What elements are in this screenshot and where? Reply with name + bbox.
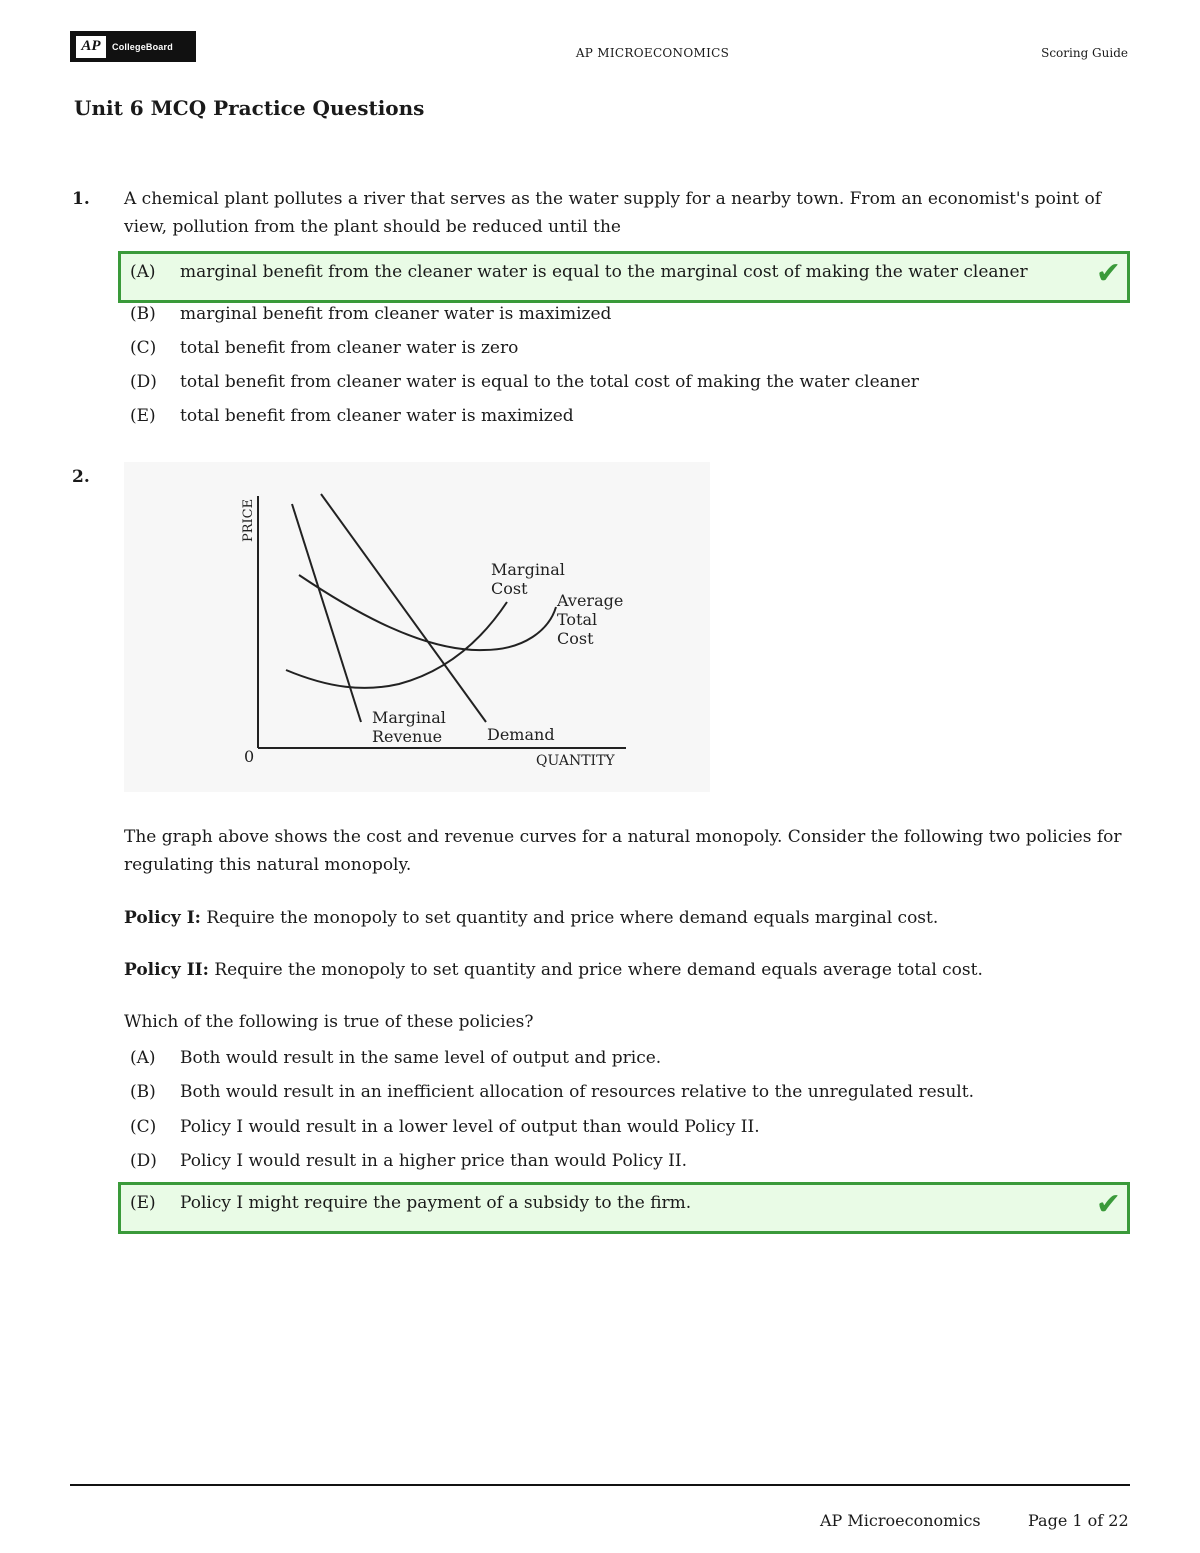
header-subject: AP MICROECONOMICS — [575, 46, 730, 60]
ap-logo-mark: AP — [76, 36, 106, 58]
question-2-option-e[interactable] — [130, 1193, 691, 1213]
question-1-stem — [124, 185, 1101, 241]
page-title: Unit 6 MCQ Practice Questions — [74, 96, 425, 120]
question-2-stem-line-2: regulating this natural monopoly. — [124, 855, 412, 875]
atc-label-line-1: Average — [557, 591, 624, 610]
option-letter: (D) — [130, 1151, 157, 1171]
question-2-option-a[interactable] — [130, 1048, 661, 1068]
option-text: marginal benefit from the cleaner water is equal to the marginal cost of making the water cleaner — [180, 262, 1028, 282]
option-text: total benefit from cleaner water is equal to the total cost of making the water cleaner — [180, 372, 919, 392]
question-1-option-b[interactable] — [130, 304, 611, 324]
question-1-option-e[interactable] — [130, 406, 574, 426]
question-2-prompt: Which of the following is true of these policies? — [124, 1012, 534, 1032]
policy-2-text: Require the monopoly to set quantity and price where demand equals average total cost. — [208, 960, 983, 980]
policy-1-label: Policy I: — [124, 908, 201, 928]
question-1-option-a[interactable] — [130, 262, 1028, 282]
demand-curve — [321, 494, 486, 722]
option-letter: (A) — [130, 1048, 156, 1068]
graph-svg — [124, 462, 710, 792]
marginal-revenue-label-line-2: Revenue — [372, 727, 443, 746]
option-letter: (C) — [130, 338, 157, 358]
option-text: Both would result in the same level of output and price. — [180, 1048, 662, 1068]
question-1-stem-line-1: A chemical plant pollutes a river that serves as the water supply for a nearby town. From an economist's point of — [124, 189, 1101, 209]
option-text: Policy I would result in a lower level of output than would Policy II. — [180, 1117, 760, 1137]
checkmark-icon: ✔ — [1095, 256, 1121, 291]
demand-label: Demand — [487, 725, 555, 744]
question-1-stem-line-2: view, pollution from the plant should be reduced until the — [124, 217, 621, 237]
question-2-stem-line-1: The graph above shows the cost and revenue curves for a natural monopoly. Consider the following two policies for — [124, 827, 1122, 847]
option-text: marginal benefit from cleaner water is maximized — [180, 304, 612, 324]
option-letter: (B) — [130, 304, 156, 324]
atc-label-line-2: Total — [557, 610, 598, 629]
origin-label: 0 — [244, 747, 255, 766]
footer-divider — [70, 1484, 1130, 1486]
marginal-cost-curve — [286, 602, 507, 688]
question-2-option-c[interactable] — [130, 1117, 760, 1137]
question-2-number: 2. — [72, 467, 90, 487]
marginal-cost-label-line-1: Marginal — [491, 560, 565, 579]
footer-page-number: Page 1 of 22 — [1028, 1511, 1129, 1530]
monopoly-cost-revenue-graph — [124, 462, 710, 792]
collegeboard-logo-text: CollegeBoard — [112, 41, 173, 52]
option-letter: (E) — [130, 1193, 156, 1213]
question-2-stem — [124, 823, 1122, 879]
option-text: total benefit from cleaner water is zero — [180, 338, 519, 358]
option-letter: (E) — [130, 406, 156, 426]
option-text: total benefit from cleaner water is maximized — [180, 406, 574, 426]
atc-label-line-3: Cost — [557, 629, 594, 648]
option-letter: (C) — [130, 1117, 157, 1137]
footer-course: AP Microeconomics — [820, 1511, 981, 1530]
policy-2 — [124, 956, 983, 984]
question-2-option-d[interactable] — [130, 1151, 687, 1171]
option-text: Policy I might require the payment of a subsidy to the firm. — [180, 1193, 692, 1213]
question-1-number: 1. — [72, 189, 90, 209]
policy-2-label: Policy II: — [124, 960, 209, 980]
policy-1-text: Require the monopoly to set quantity and price where demand equals marginal cost. — [200, 908, 939, 928]
question-2-option-b[interactable] — [130, 1082, 974, 1102]
price-axis-label: PRICE — [241, 498, 256, 542]
quantity-axis-label: QUANTITY — [536, 753, 615, 769]
marginal-cost-label-line-2: Cost — [491, 579, 528, 598]
question-1-option-c[interactable] — [130, 338, 518, 358]
marginal-revenue-label-line-1: Marginal — [372, 708, 446, 727]
checkmark-icon: ✔ — [1095, 1187, 1121, 1222]
option-text: Policy I would result in a higher price than would Policy II. — [180, 1151, 688, 1171]
option-letter: (A) — [130, 262, 156, 282]
option-letter: (B) — [130, 1082, 156, 1102]
option-text: Both would result in an inefficient allocation of resources relative to the unregulated result. — [180, 1082, 974, 1102]
policy-1 — [124, 904, 938, 932]
header-guide: Scoring Guide — [1041, 46, 1128, 60]
question-1-option-d[interactable] — [130, 372, 919, 392]
option-letter: (D) — [130, 372, 157, 392]
marginal-revenue-curve — [292, 504, 361, 722]
